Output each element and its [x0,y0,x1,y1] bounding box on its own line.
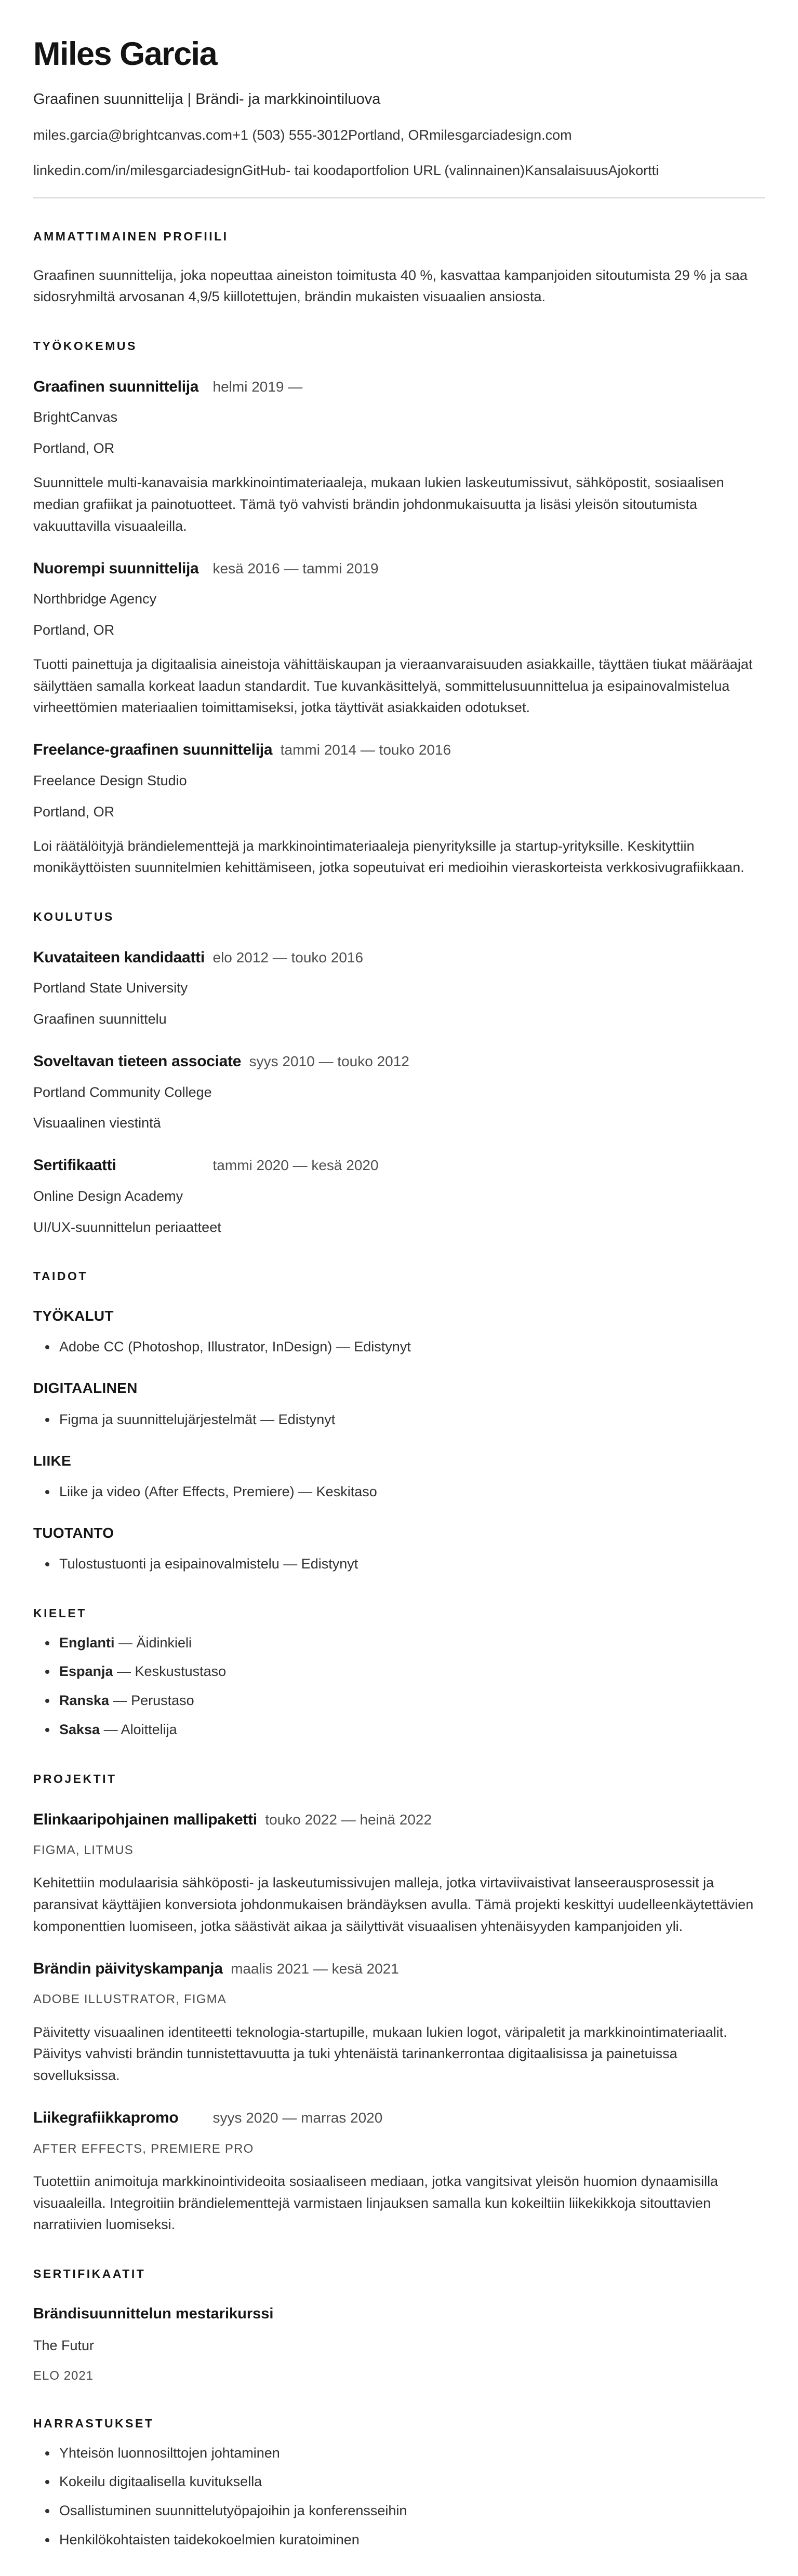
education-list [33,947,765,1239]
degree-title: Kuvataiteen kandidaatti [33,948,205,966]
education-entry-head [33,947,765,969]
skill-group-name: LIIKE [33,1452,72,1469]
degree-title: Sertifikaatti [33,1157,116,1174]
section-profile [33,227,765,308]
field-of-study: Graafinen suunnittelu [33,1011,167,1027]
project-list [33,1809,765,2236]
experience-section-label: TYÖKOKEMUS [33,339,137,353]
project-title: Liikegrafiikkapromo [33,2109,179,2127]
resume-header [33,36,765,198]
project-date: maalis 2021 — kesä 2021 [231,1960,399,1977]
project-entry [33,1809,765,1938]
section-certifications [33,2265,765,2385]
language-item [57,1632,765,1654]
job-date: helmi 2019 — [212,378,303,395]
skill-group [33,1305,765,1358]
certification-date: ELO 2021 [33,2368,94,2383]
job-description: Loi räätälöityjä brändielementtejä ja markkinointimateriaaleja pienyrityksille ja startup-yrityksille. Keskityttiin monikäyttöisten suunnitelmien kehittämiseen, jotka sopeutuivat eri medioihin vieraskorteista verkkosivugrafiikkaan. [33,838,744,876]
languages-section-label: KIELET [33,1606,87,1620]
job-list [33,377,765,879]
skill-group [33,1377,765,1430]
school-name: Online Design Academy [33,1188,183,1204]
skill-item: • Tulostustuonti ja esipainovalmistelu — Edistynyt [57,1553,765,1575]
certification-name: Brändisuunnittelun mestarikurssi [33,2305,274,2322]
section-education [33,908,765,1238]
project-description: Tuotettiin animoituja markkinointivideoita sosiaaliseen mediaan, jotka vangitsivat yleisön huomion dynaamisilla visuaaleilla. Integroitiin brändielementtejä varmistaen linjauksen samalla kun kokeiltiin liikekikkoja sitouttavien narratiivien luomiseksi. [33,2173,719,2233]
certifications-section-label: SERTIFIKAATIT [33,2267,146,2281]
hobby-item: • Osallistuminen suunnittelutyöpajoihin ja konferensseihin [57,2500,765,2522]
certification-issuer: The Futur [33,2337,95,2353]
job-location: Portland, OR [33,622,115,638]
projects-section-label: PROJEKTIT [33,1772,117,1786]
job-entry [33,740,765,879]
section-hobbies [33,2414,765,2551]
education-entry [33,1051,765,1134]
project-entry-head [33,1809,765,1831]
project-description: Kehitettiin modulaarisia sähköposti- ja laskeutumissivujen malleja, jotka virtaviivaistivat lanseerausprosessit ja paransivat käyttäjien konversiota johdonmukaisen brändäyksen avulla. Tämä projekti keskittyi uudelleenkäytettävien komponenttien luomiseen, jotka säästivät aikaa ja säilyttivät visuaalisen yhtenäisyyden kampanjoiden yli. [33,1875,754,1935]
job-title: Freelance-graafinen suunnittelija [33,741,273,759]
job-entry-head [33,740,765,761]
section-skills [33,1267,765,1575]
hobby-item: • Kokeilu digitaalisella kuvituksella [57,2471,765,2493]
project-description: Päivitetty visuaalinen identiteetti teknologia-startupille, mukaan lukien logot, väripaletit ja markkinointimateriaalit. Päivitys vahvisti brändin tunnistettavuutta ja tuki yhtenäistä tarinankerrontaa digitaalisissa ja painetuissa sovelluksissa. [33,2024,727,2084]
skill-group [33,1522,765,1575]
contact-item: milesgarciadesign.com [429,127,572,143]
school-name: Portland State University [33,980,188,996]
person-name: Miles Garcia [33,36,217,72]
skill-item: • Adobe CC (Photoshop, Illustrator, InDesign) — Edistynyt [57,1336,765,1358]
project-entry-head [33,2108,765,2129]
contact-item: +1 (503) 555-3012 [232,127,348,143]
language-name: Englanti [59,1634,115,1651]
certification-entry [33,2302,765,2385]
job-entry-head [33,377,765,398]
skill-item-list [33,1409,765,1431]
skill-item-list [33,1481,765,1503]
job-entry-head [33,558,765,580]
language-list [33,1632,765,1741]
project-entry [33,2108,765,2236]
job-company: Freelance Design Studio [33,772,187,788]
field-of-study: Visuaalinen viestintä [33,1115,161,1131]
skill-group [33,1450,765,1503]
job-description: Suunnittele multi-kanavaisia markkinointimateriaaleja, mukaan lukien laskeutumissivut, sähköpostit, sosiaalisen median grafiikat ja painotuotteet. Tämä työ vahvisti brändin johdonmukaisuutta ja lisäsi yleisön sitoutumista vakuuttavilla visuaaleilla. [33,475,724,534]
education-entry-head [33,1051,765,1072]
field-of-study: UI/UX-suunnittelun periaatteet [33,1219,221,1235]
degree-date: tammi 2020 — kesä 2020 [212,1157,379,1174]
section-projects [33,1770,765,2236]
project-tools: ADOBE ILLUSTRATOR, FIGMA [33,1992,227,2007]
job-title: Graafinen suunnittelija [33,378,199,395]
profile-summary: Graafinen suunnittelija, joka nopeuttaa aineiston toimitusta 40 %, kasvattaa kampanjoiden sitoutumista 29 % ja saa sidosryhmiltä arvosanan 4,9/5 kiillotettujen, brändin mukaisten visuaalien ansiosta. [33,267,748,305]
job-location: Portland, OR [33,803,115,820]
project-tools: AFTER EFFECTS, PREMIERE PRO [33,2141,254,2156]
hobby-list [33,2443,765,2551]
job-entry [33,558,765,719]
certification-list [33,2302,765,2385]
header-divider [33,197,765,198]
education-entry-head [33,1155,765,1176]
contact-item: linkedin.com/in/milesgarciadesign [33,163,243,179]
skill-item: • Liike ja video (After Effects, Premiere) — Keskitaso [57,1481,765,1503]
contact-line-2 [33,160,765,182]
project-entry-head [33,1958,765,1980]
education-entry [33,1155,765,1238]
education-section-label: KOULUTUS [33,910,114,924]
language-name: Saksa [59,1722,100,1738]
project-date: syys 2020 — marras 2020 [212,2110,383,2126]
job-description: Tuotti painettuja ja digitaalisia aineistoja vähittäiskaupan ja vieraanvaraisuuden asiakkaille, täyttäen tiukat määräajat säilyttäen samalla korkeat laadun standardit. Tue kuvankäsittelyä, sommittelusuunnittelua ja esipainovalmistelua virheettömien materiaalien toimittamiseksi, jotka täyttivät asiakkaiden odotukset. [33,656,753,716]
profile-section-label: AMMATTIMAINEN PROFIILI [33,229,229,243]
language-item [57,1719,765,1741]
job-company: BrightCanvas [33,409,118,425]
job-date: kesä 2016 — tammi 2019 [212,560,379,576]
hobby-item: • Henkilökohtaisten taidekokoelmien kuratoiminen [57,2529,765,2551]
skill-item-list [33,1553,765,1575]
language-level: — Keskustustaso [113,1663,227,1680]
contact-item: Portland, OR [348,127,430,143]
project-date: touko 2022 — heinä 2022 [265,1811,432,1828]
degree-title: Soveltavan tieteen associate [33,1053,242,1070]
project-entry [33,1958,765,2087]
language-item [57,1690,765,1712]
section-experience [33,337,765,879]
degree-date: syys 2010 — touko 2012 [249,1053,409,1070]
project-title: Elinkaaripohjainen mallipaketti [33,1810,257,1828]
skill-group-name: TYÖKALUT [33,1308,114,1324]
person-title: Graafinen suunnittelija | Brändi- ja markkinointiluova [33,91,381,108]
skill-group-name: TUOTANTO [33,1524,114,1541]
language-name: Espanja [59,1663,113,1680]
contact-item: Kansalaisuus [525,163,608,179]
project-tools: FIGMA, LITMUS [33,1843,134,1858]
job-company: Northbridge Agency [33,591,157,607]
section-languages [33,1604,765,1741]
language-name: Ranska [59,1693,110,1709]
skills-section-label: TAIDOT [33,1269,88,1283]
contact-item: miles.garcia@brightcanvas.com [33,127,233,143]
hobbies-section-label: HARRASTUKSET [33,2416,154,2430]
language-level: — Äidinkieli [114,1634,192,1651]
skill-group-list [33,1305,765,1575]
education-entry [33,947,765,1030]
skill-item-list [33,1336,765,1358]
degree-date: elo 2012 — touko 2016 [212,949,364,965]
hobby-item: • Yhteisön luonnosilttojen johtaminen [57,2443,765,2464]
language-level: — Perustaso [109,1693,194,1709]
skill-item: • Figma ja suunnittelujärjestelmät — Edistynyt [57,1409,765,1431]
language-level: — Aloittelija [100,1722,177,1738]
job-date: tammi 2014 — touko 2016 [280,742,451,758]
job-location: Portland, OR [33,440,115,457]
skill-group-name: DIGITAALINEN [33,1380,138,1397]
language-item [57,1661,765,1683]
contact-item: GitHub- tai koodaportfolion URL (valinnainen) [242,163,525,179]
contact-item: Ajokortti [608,163,659,179]
job-entry [33,377,765,538]
contact-line-1 [33,125,765,146]
school-name: Portland Community College [33,1084,212,1100]
project-title: Brändin päivityskampanja [33,1960,223,1977]
job-title: Nuorempi suunnittelija [33,559,199,577]
